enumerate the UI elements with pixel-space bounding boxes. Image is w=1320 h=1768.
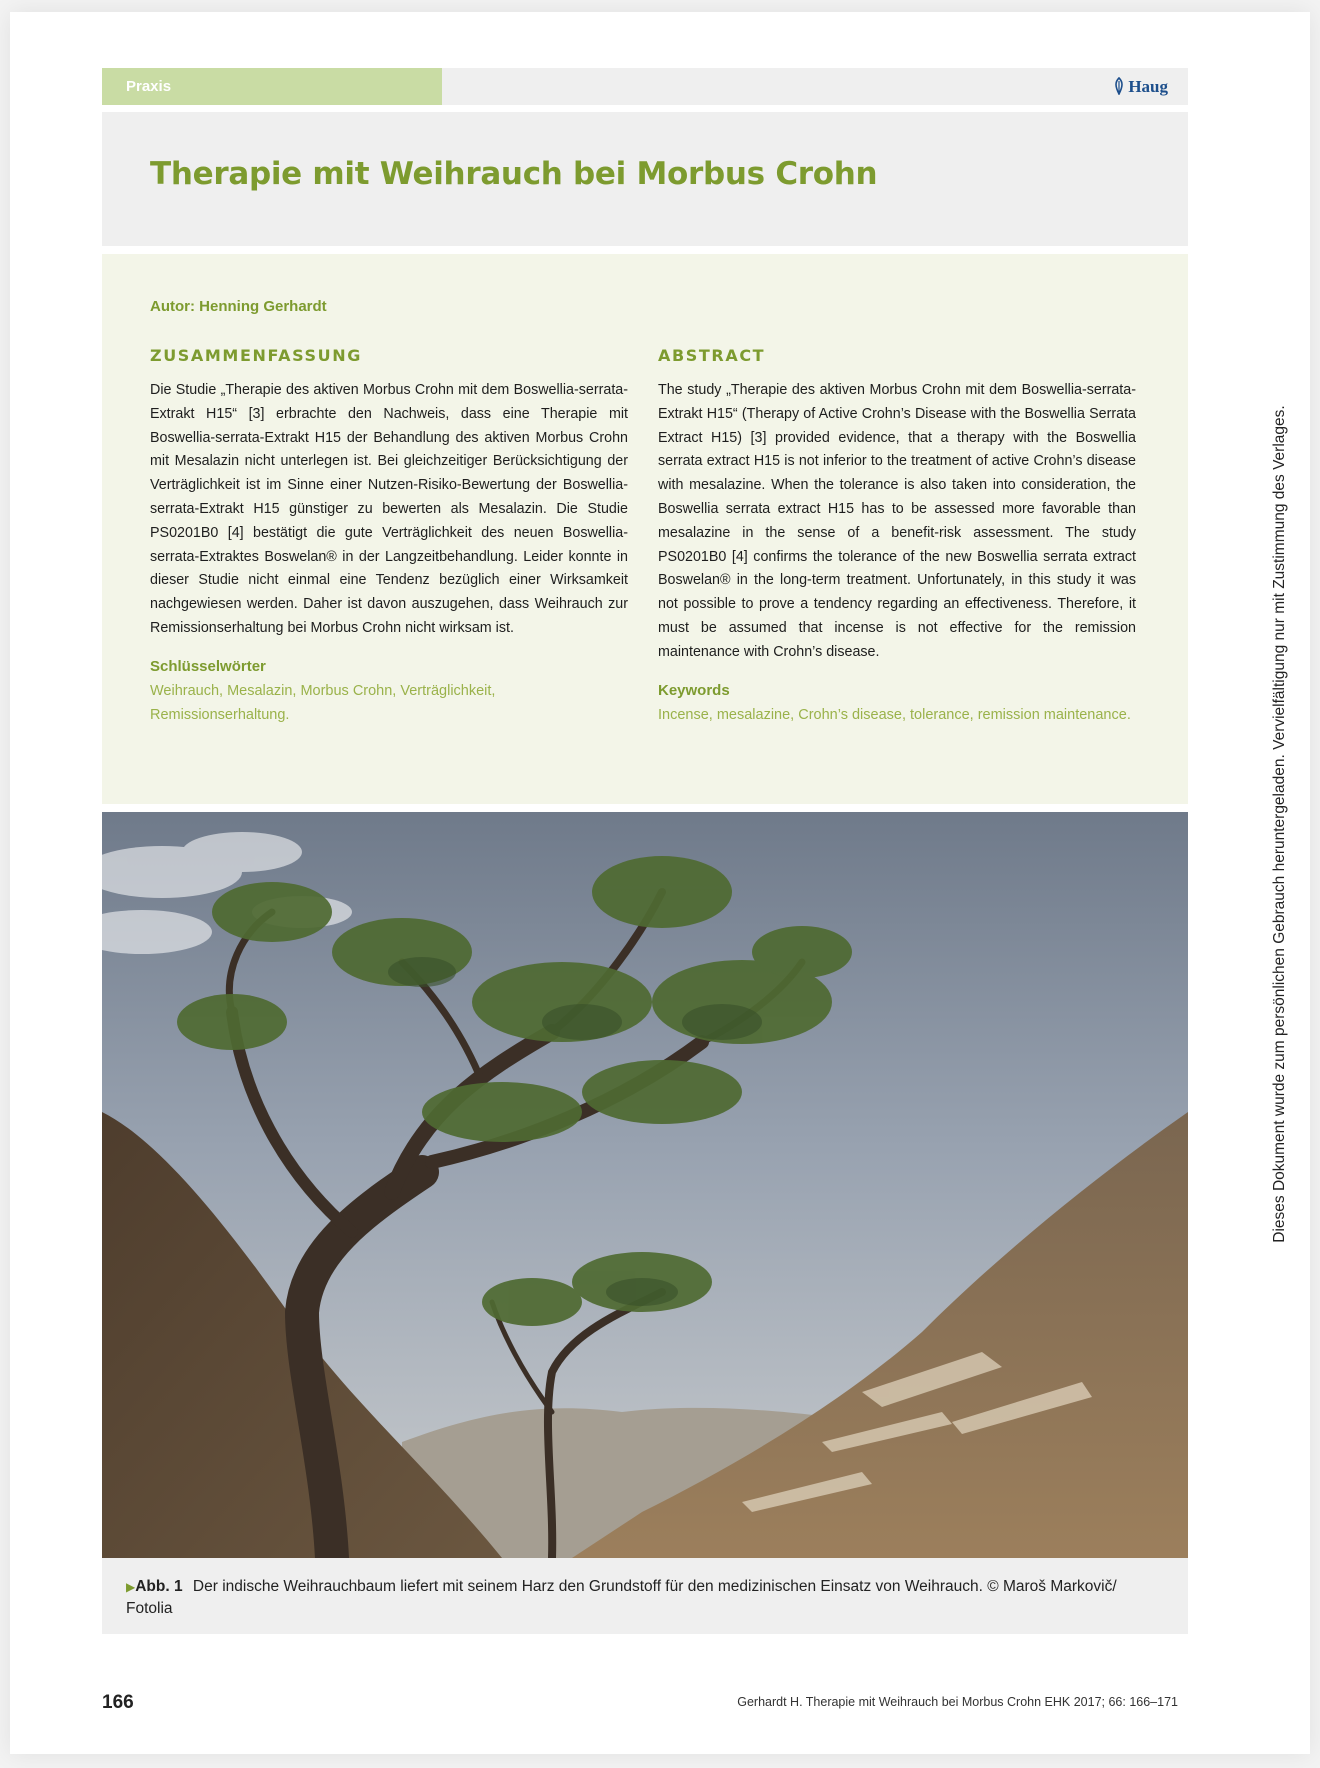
caption-arrow-icon: ▶ bbox=[126, 1580, 136, 1594]
abstract-section bbox=[102, 254, 1188, 804]
author-line: Autor: Henning Gerhardt bbox=[150, 298, 327, 315]
publisher-emblem-icon bbox=[1112, 77, 1126, 95]
copyright-side-note: Dieses Dokument wurde zum persönlichen Gebrauch heruntergeladen. Vervielfältigung nur mit Zustimmung des Verlages. bbox=[1271, 405, 1288, 1243]
keywords-de-heading: Schlüsselwörter bbox=[150, 657, 266, 675]
page-number: 166 bbox=[102, 1692, 134, 1713]
keywords-de-list: Weihrauch, Mesalazin, Morbus Crohn, Verträglichkeit, Remissionserhaltung. bbox=[150, 682, 496, 723]
section-tag: Praxis bbox=[102, 68, 442, 105]
page bbox=[10, 12, 1310, 1754]
figure-label: Abb. 1 bbox=[135, 1578, 183, 1595]
keywords-en-list: Incense, mesalazine, Crohn’s disease, tolerance, remission maintenance. bbox=[658, 706, 1131, 723]
zusammenfassung-heading: ZUSAMMENFASSUNG bbox=[150, 346, 362, 365]
header-bar bbox=[102, 68, 1188, 105]
abstract-text: The study „Therapie des aktiven Morbus Crohn mit dem Boswellia-serrata-Extrakt H15“ (Therapy of Active Crohn’s Disease with the Boswellia Serrata Extract H15) [3] provided evidence, that a therapy with the Boswellia serrata extract H15 is not inferior to the treatment of active Crohn’s disease with mesalazine. When the tolerance is also taken into consideration, the Boswellia serrata extract H15 has to be assessed more favorable than mesalazine in the sense of a benefit-risk assessment. The study PS0201B0 [4] confirms the tolerance of the new Boswellia serrata extract Boswelan® in the long-term treatment. Unfortunately, in this study it was not possible to prove a tendency regarding an effectiveness. Therefore, it must be assumed that incense is not effective for the remission maintenance with Crohn’s disease. bbox=[658, 382, 1136, 660]
title-box bbox=[102, 112, 1188, 246]
zusammenfassung-column bbox=[150, 346, 628, 727]
figure-caption bbox=[102, 1558, 1188, 1634]
keywords-en-heading: Keywords bbox=[658, 681, 730, 699]
figure-photo bbox=[102, 812, 1188, 1558]
citation-line: Gerhardt H. Therapie mit Weihrauch bei Morbus Crohn EHK 2017; 66: 166–171 bbox=[737, 1695, 1178, 1709]
zusammenfassung-text: Die Studie „Therapie des aktiven Morbus Crohn mit dem Boswellia-serrata-Extrakt H15“ [3] erbrachte den Nachweis, dass eine Therapie mit Boswellia-serrata-Extrakt H15 der Behandlung des aktiven Morbus Crohn mit Mesalazin nicht unterlegen ist. Bei gleichzeitiger Berücksichtigung der Verträglichkeit ist im Sinne einer Nutzen-Risiko-Bewertung der Boswellia-serrata-Extrakt H15 günstiger zu bewerten als Mesalazin. Die Studie PS0201B0 [4] bestätigt die gute Verträglichkeit des neuen Boswellia-serrata-Extraktes Boswelan® in der Langzeitbehandlung. Leider konnte in dieser Studie nicht einmal eine Tendenz bezüglich einer Wirksamkeit nachgewiesen werden. Daher ist davon auszugehen, dass Weihrauch zur Remissionserhaltung bei Morbus Crohn nicht wirksam ist. bbox=[150, 382, 628, 636]
abstract-heading: ABSTRACT bbox=[658, 346, 766, 365]
publisher-name: Haug bbox=[1128, 77, 1168, 96]
figure-caption-text: Der indische Weihrauchbaum liefert mit seinem Harz den Grundstoff für den medizinischen Einsatz von Weihrauch. © Maroš Markovič/ Fotolia bbox=[126, 1578, 1117, 1617]
frankincense-tree-photo bbox=[102, 812, 1188, 1558]
publisher-logo bbox=[1112, 68, 1168, 105]
article-title: Therapie mit Weihrauch bei Morbus Crohn bbox=[150, 156, 878, 192]
abstract-column bbox=[658, 346, 1136, 727]
